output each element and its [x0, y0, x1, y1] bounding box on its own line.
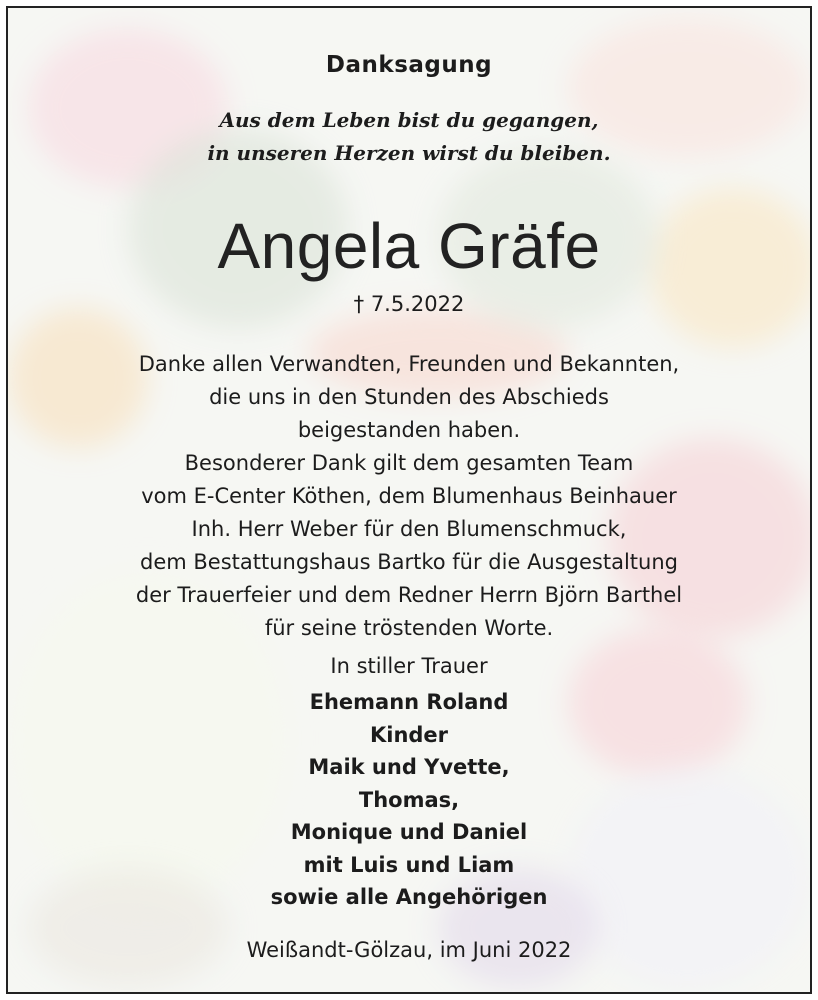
- notice-frame: [6, 6, 812, 994]
- thanks-text: [8, 348, 810, 645]
- notice-heading: Danksagung: [325, 52, 493, 78]
- signer-line: Monique und Daniel: [290, 820, 528, 844]
- motto-line: Aus dem Leben bist du gegangen,: [219, 108, 599, 132]
- signer-line: sowie alle Angehörigen: [270, 885, 548, 909]
- signer-line: Kinder: [369, 722, 449, 747]
- thanks-line: vom E-Center Köthen, dem Blumenhaus Beinhauer: [141, 484, 677, 508]
- thanks-line: der Trauerfeier und dem Redner Herrn Björn Barthel: [135, 583, 683, 607]
- mourning-label: In stiller Trauer: [330, 654, 488, 678]
- thanks-line: Inh. Herr Weber für den Blumenschmuck,: [191, 517, 627, 541]
- deceased-name: Angela Gräfe: [217, 210, 601, 282]
- signer-line: Ehemann Roland: [309, 690, 509, 714]
- place-and-date: Weißandt-Gölzau, im Juni 2022: [246, 938, 572, 962]
- thanks-line: Besonderer Dank gilt dem gesamten Team: [184, 451, 634, 475]
- thanks-line: die uns in den Stunden des Abschieds: [209, 385, 609, 409]
- signer-line: Thomas,: [358, 787, 460, 812]
- motto: [8, 104, 810, 170]
- signer-line: Maik und Yvette,: [308, 755, 510, 779]
- signers-list: [8, 686, 810, 914]
- thanks-line: beigestanden haben.: [297, 418, 521, 442]
- thanks-line: für seine tröstenden Worte.: [264, 616, 554, 640]
- thanks-line: Danke allen Verwandten, Freunden und Bekannten,: [138, 352, 680, 376]
- thanks-line: dem Bestattungshaus Bartko für die Ausgestaltung: [140, 550, 678, 574]
- motto-line: in unseren Herzen wirst du bleiben.: [207, 141, 611, 165]
- death-date: † 7.5.2022: [353, 292, 465, 316]
- signer-line: mit Luis und Liam: [303, 852, 515, 877]
- notice-content: [8, 8, 810, 992]
